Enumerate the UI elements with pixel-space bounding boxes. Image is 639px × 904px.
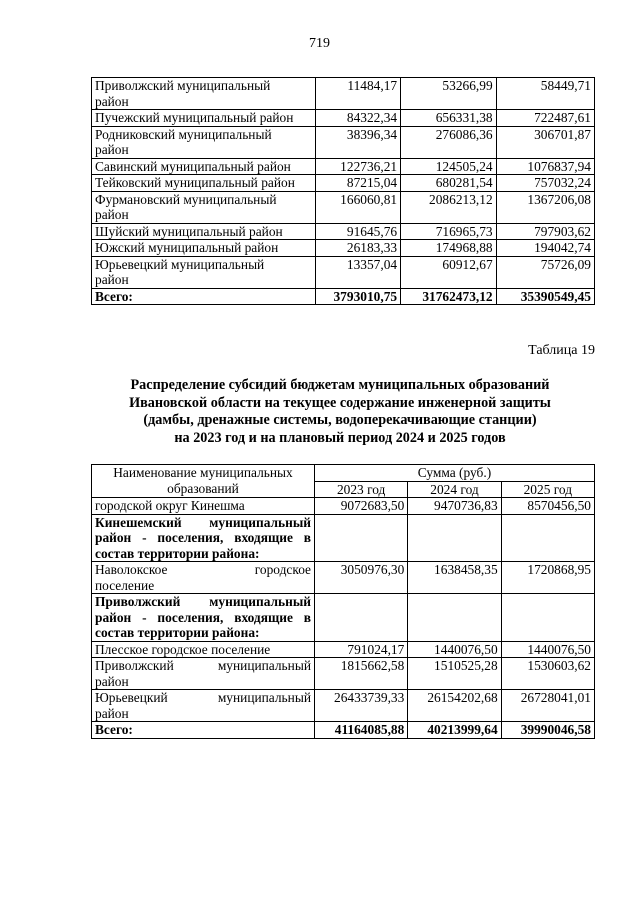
- total-row: [92, 288, 595, 305]
- header-row: [92, 465, 595, 482]
- value-2023: 166060,81: [316, 191, 401, 223]
- value-2025: 1367206,08: [496, 191, 594, 223]
- group-name: Кинешемский муниципальный район - поселения, входящие в состав территории района:: [92, 514, 315, 562]
- value-2025: 26728041,01: [501, 690, 594, 722]
- row-name: Юрьевецкий муниципальный район: [92, 256, 316, 288]
- empty-cell: [501, 514, 594, 562]
- table-row: [92, 240, 595, 257]
- page-number: 719: [309, 36, 330, 51]
- value-2025: 1440076,50: [501, 641, 594, 658]
- value-2023: 26433739,33: [315, 690, 408, 722]
- value-2025: 1530603,62: [501, 658, 594, 690]
- table-row: [92, 690, 595, 722]
- value-2023: 3050976,30: [315, 562, 408, 594]
- row-name: Юрьевецкий муниципальный район: [92, 690, 315, 722]
- row-name: Приволжский муниципальный район: [92, 78, 316, 110]
- value-2025: 58449,71: [496, 78, 594, 110]
- header-year-2023: 2023 год: [315, 481, 408, 498]
- value-2024: 26154202,68: [408, 690, 501, 722]
- value-2023: 9072683,50: [315, 498, 408, 515]
- row-name: Наволокское городское поселение: [92, 562, 315, 594]
- table-row: [92, 562, 595, 594]
- table-number-label: Таблица 19: [528, 343, 595, 358]
- value-2023: 13357,04: [316, 256, 401, 288]
- total-label: Всего:: [92, 722, 315, 739]
- value-2024: 1440076,50: [408, 641, 501, 658]
- value-2023: 122736,21: [316, 158, 401, 175]
- row-name: городской округ Кинешма: [92, 498, 315, 515]
- header-year-2024: 2024 год: [408, 481, 501, 498]
- empty-cell: [501, 594, 594, 642]
- table-row: [92, 256, 595, 288]
- value-2024: 60912,67: [401, 256, 497, 288]
- value-2025: 1720868,95: [501, 562, 594, 594]
- table-row: [92, 126, 595, 158]
- value-2024: 174968,88: [401, 240, 497, 257]
- empty-cell: [315, 514, 408, 562]
- total-2023: 3793010,75: [316, 288, 401, 305]
- row-name: Пучежский муниципальный район: [92, 110, 316, 127]
- header-sum: Сумма (руб.): [315, 465, 595, 482]
- total-2024: 31762473,12: [401, 288, 497, 305]
- group-name: Приволжский муниципальный район - поселения, входящие в состав территории района:: [92, 594, 315, 642]
- value-2025: 8570456,50: [501, 498, 594, 515]
- table-row: [92, 191, 595, 223]
- continued-table: [91, 77, 595, 305]
- total-row: [92, 722, 595, 739]
- total-2024: 40213999,64: [408, 722, 501, 739]
- total-2025: 35390549,45: [496, 288, 594, 305]
- value-2025: 757032,24: [496, 175, 594, 192]
- row-name: Тейковский муниципальный район: [92, 175, 316, 192]
- row-name: Родниковский муниципальный район: [92, 126, 316, 158]
- table-row: [92, 158, 595, 175]
- group-row: [92, 514, 595, 562]
- value-2023: 84322,34: [316, 110, 401, 127]
- value-2024: 9470736,83: [408, 498, 501, 515]
- value-2023: 11484,17: [316, 78, 401, 110]
- total-label: Всего:: [92, 288, 316, 305]
- value-2024: 680281,54: [401, 175, 497, 192]
- value-2025: 306701,87: [496, 126, 594, 158]
- row-name: Южский муниципальный район: [92, 240, 316, 257]
- header-year-2025: 2025 год: [501, 481, 594, 498]
- total-2023: 41164085,88: [315, 722, 408, 739]
- table-row: [92, 223, 595, 240]
- value-2025: 194042,74: [496, 240, 594, 257]
- row-name: Плесское городское поселение: [92, 641, 315, 658]
- table-row: [92, 175, 595, 192]
- table-row: [92, 110, 595, 127]
- value-2023: 1815662,58: [315, 658, 408, 690]
- table-row: [92, 658, 595, 690]
- row-name: Фурмановский муниципальный район: [92, 191, 316, 223]
- value-2023: 26183,33: [316, 240, 401, 257]
- value-2025: 1076837,94: [496, 158, 594, 175]
- empty-cell: [408, 514, 501, 562]
- table-row: [92, 78, 595, 110]
- row-name: Шуйский муниципальный район: [92, 223, 316, 240]
- value-2024: 124505,24: [401, 158, 497, 175]
- row-name: Приволжский муниципальный район: [92, 658, 315, 690]
- value-2025: 75726,09: [496, 256, 594, 288]
- value-2023: 791024,17: [315, 641, 408, 658]
- subsidy-table: [91, 464, 595, 739]
- value-2025: 797903,62: [496, 223, 594, 240]
- empty-cell: [408, 594, 501, 642]
- value-2024: 1638458,35: [408, 562, 501, 594]
- total-2025: 39990046,58: [501, 722, 594, 739]
- row-name: Савинский муниципальный район: [92, 158, 316, 175]
- value-2024: 656331,38: [401, 110, 497, 127]
- value-2024: 1510525,28: [408, 658, 501, 690]
- empty-cell: [315, 594, 408, 642]
- value-2024: 716965,73: [401, 223, 497, 240]
- table-title: Распределение субсидий бюджетам муниципальных образований Ивановской области на текущее содержание инженерной защиты (дамбы, дренажные системы, водоперекачивающие станции) на 2023 год и на плановый период 2024 и 2025 годов: [129, 377, 551, 446]
- value-2025: 722487,61: [496, 110, 594, 127]
- value-2024: 53266,99: [401, 78, 497, 110]
- table-row: [92, 641, 595, 658]
- header-name: Наименование муниципальных образований: [92, 465, 315, 498]
- value-2023: 91645,76: [316, 223, 401, 240]
- value-2024: 276086,36: [401, 126, 497, 158]
- group-row: [92, 594, 595, 642]
- value-2023: 87215,04: [316, 175, 401, 192]
- table-row: [92, 498, 595, 515]
- value-2023: 38396,34: [316, 126, 401, 158]
- value-2024: 2086213,12: [401, 191, 497, 223]
